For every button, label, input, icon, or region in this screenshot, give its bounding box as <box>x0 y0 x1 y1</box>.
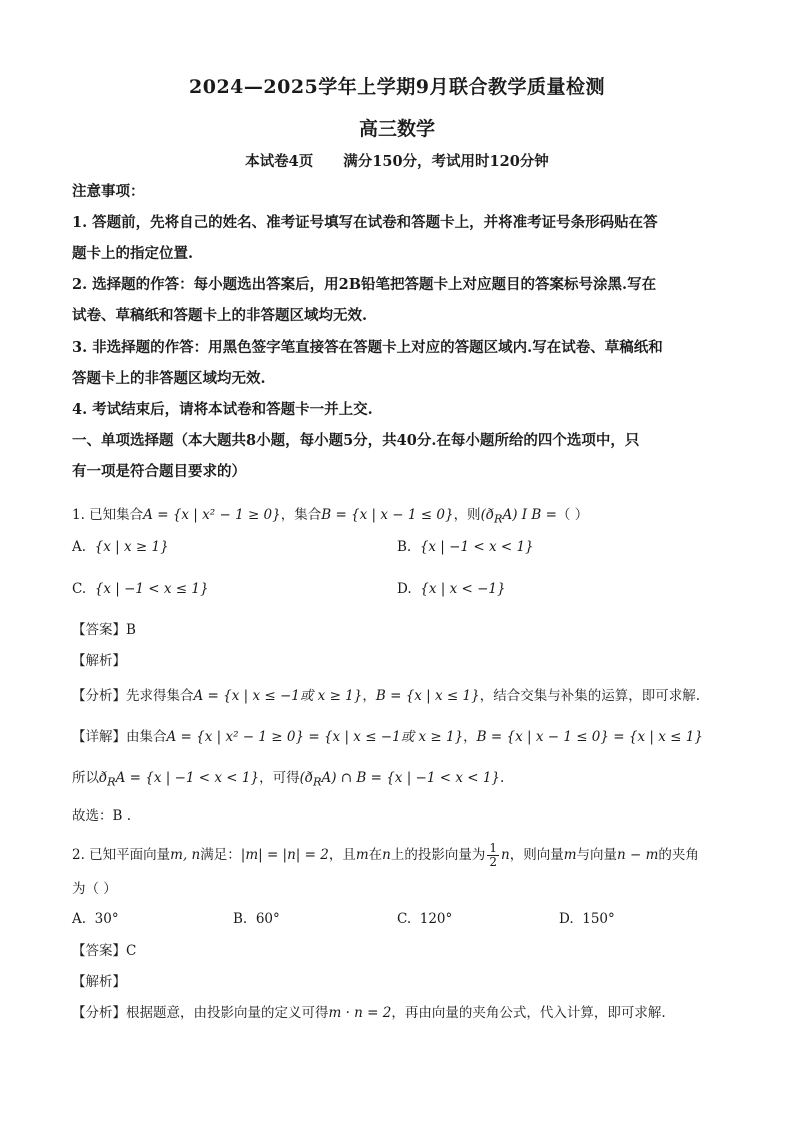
q1-option-d: D. {x | x < −1} <box>397 581 506 597</box>
q2-stem-line-2: 为（ ） <box>72 881 117 897</box>
q2-stem: 2. 已知平面向量m, n满足：|m| = |n| = 2，且m在n上的投影向量为 $\frac{1}{2}$ n，则向量m与向量n − m的夹角 <box>72 841 699 869</box>
q1-blank: （ ） <box>556 507 589 523</box>
q2-option-b: B. 60° <box>233 911 280 927</box>
exam-title: 2024—2025学年上学期9月联合教学质量检测 <box>189 76 605 98</box>
q2-fraction: $\frac{1}{2}$ <box>489 841 497 869</box>
q2-option-d: D. 150° <box>559 911 615 927</box>
q1-option-c: C. {x | −1 < x ≤ 1} <box>72 581 209 597</box>
q1-fenxi: 【分析】先求得集合A = {x | x ≤ −1或 x ≥ 1}，B = {x | x ≤ 1}，结合交集与补集的运算，即可求解. <box>72 688 701 704</box>
q2-answer: 【答案】C <box>72 943 137 959</box>
q1-option-b: B. {x | −1 < x < 1} <box>397 539 534 555</box>
note-line-5: 3. 非选择题的作答：用黑色签字笔直接答在答题卡上对应的答题区域内.写在试卷、草稿纸和 <box>72 339 663 356</box>
q1-xiangjie: 【详解】由集合A = {x | x² − 1 ≥ 0} = {x | x ≤ −1或 x ≥ 1}，B = {x | x − 1 ≤ 0} = {x | x ≤ 1} <box>72 729 703 745</box>
q1-analysis-tag: 【解析】 <box>72 653 126 669</box>
q1-expression: $(ð_RA)$ I B = <box>480 507 557 526</box>
section-1-line-1: 一、单项选择题（本大题共8小题，每小题5分，共40分.在每小题所给的四个选项中，只 <box>72 432 640 449</box>
note-line-2: 题卡上的指定位置. <box>72 245 194 262</box>
note-line-1: 1. 答题前，先将自己的姓名、准考证号填写在试卷和答题卡上，并将准考证号条形码贴在答 <box>72 214 658 231</box>
notes-heading: 注意事项： <box>72 183 145 200</box>
q1-suoyi: 所以$ð_RA = \{x$ | −1 < x < 1}，可得$(ð_RA)$ ∩ B = {x | −1 < x < 1}. <box>72 770 505 789</box>
note-line-4: 试卷、草稿纸和答题卡上的非答题区域均无效. <box>72 307 368 324</box>
q1-stem: 1. 已知集合A = {x | x² − 1 ≥ 0}，集合B = {x | x − 1 ≤ 0}，则$(ð_RA)$ I B =（ ） <box>72 507 589 526</box>
q2-option-a: A. 30° <box>72 911 119 927</box>
note-line-7: 4. 考试结束后，请将本试卷和答题卡一并上交. <box>72 401 373 418</box>
q2-fenxi: 【分析】根据题意，由投影向量的定义可得m · n = 2，再由向量的夹角公式，代入计算，即可求解. <box>72 1005 666 1021</box>
q2-analysis-tag: 【解析】 <box>72 974 126 990</box>
q1-set-a: A = {x | x² − 1 ≥ 0} <box>143 507 281 523</box>
q1-set-b: B = {x | x − 1 ≤ 0} <box>321 507 454 523</box>
exam-info-pages: 本试卷4页 <box>245 153 314 170</box>
section-1-line-2: 有一项是符合题目要求的） <box>72 463 246 480</box>
exam-subject: 高三数学 <box>358 118 435 140</box>
exam-info <box>0 150 794 171</box>
note-line-6: 答题卡上的非答题区域均无效. <box>72 370 266 387</box>
note-line-3: 2. 选择题的作答：每小题选出答案后，用2B铅笔把答题卡上对应题目的答案标号涂黑.写在 <box>72 276 657 293</box>
q2-option-c: C. 120° <box>397 911 453 927</box>
q1-option-a: A. {x | x ≥ 1} <box>72 539 169 555</box>
q1-choice: 故选：B . <box>72 808 132 824</box>
exam-info-score: 满分150分，考试用时120分钟 <box>343 153 549 170</box>
q1-answer: 【答案】B <box>72 622 136 638</box>
